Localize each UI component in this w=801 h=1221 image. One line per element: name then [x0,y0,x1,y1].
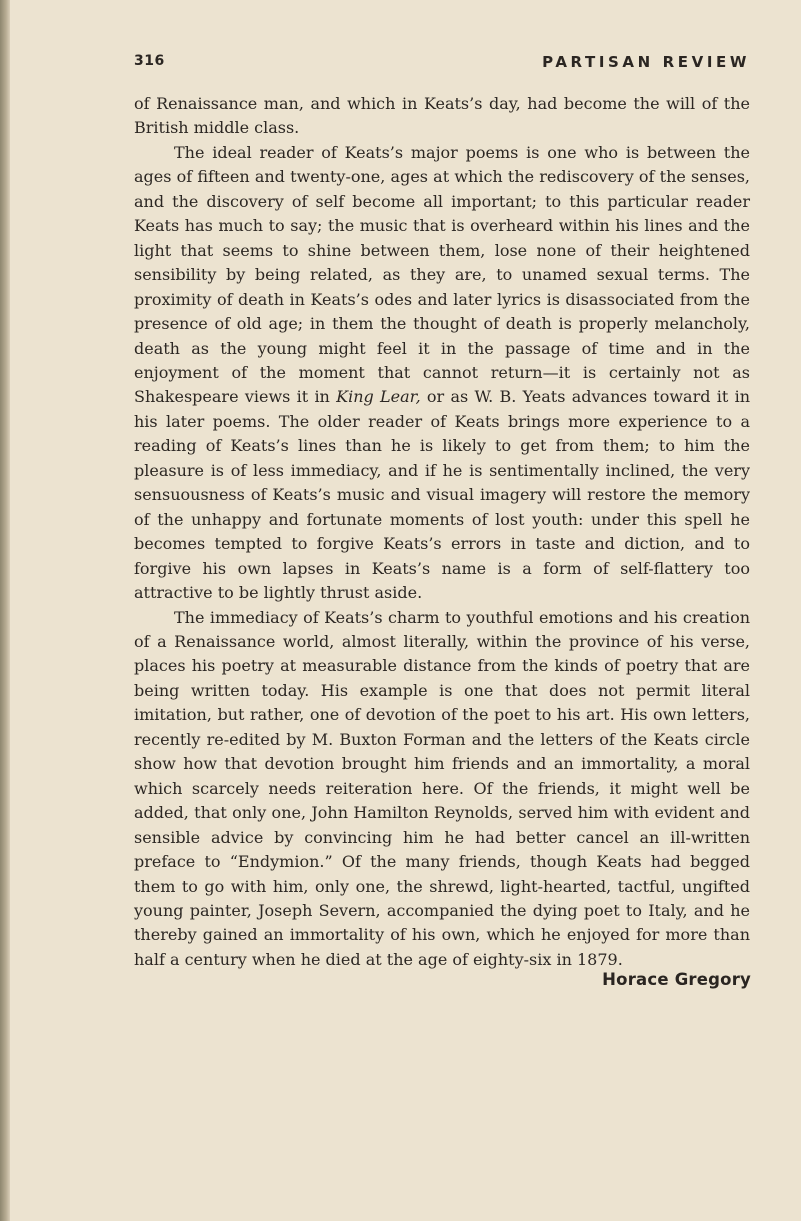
paragraph-2-continuation: or as W. B. Yeats advances toward it in his later poems. The older reader of Keats brings more experience to a reading of Keats’s lines than he is likely to get from them; to him the pleasure is of less immediacy, and if he is sentimentally inclined, the very sensuousness of Keats’s music and visual imagery will restore the memory of the unhappy and fortunate moments of lost youth: under this spell he becomes tempted to forgive Keats’s errors in taste and diction, and to forgive his own lapses in Keats’s name is a form of self-flattery too attractive to be lightly thrust aside. [134,387,750,603]
paragraph-2-text: The ideal reader of Keats’s major poems is one who is between the ages of fifteen and twenty-one, ages at which the rediscovery of the senses, and the discovery of self become all important; to this particular reader Keats has much to say; the music that is overheard within his lines and the light that seems to shine between them, lose none of their heightened sensibility by being related, as they are, to unamed sexual terms. The proximity of death in Keats’s odes and later lyrics is disassociated from the presence of old age; in them the thought of death is properly melancholy, death as the young might feel it in the passage of time and in the enjoyment of the moment that cannot return—it is certainly not as Shakespeare views it in [134,142,750,407]
paragraph-3: The immediacy of Keats’s charm to youthful emotions and his creation of a Renaissance world, almost literally, within the province of his verse, places his poetry at measurable distance from the kinds of poetry that are being written today. His example is one that does not permit literal imitation, but rather, one of devotion of the poet to his art. His own letters, recently re-edited by M. Buxton Forman and the letters of the Keats circle show how that devotion brought him friends and an immortality, a moral which scarcely needs reiteration here. Of the friends, it might well be added, that only one, John Hamilton Reynolds, served him with evident and sensible advice by convincing him he had better cancel an ill-written preface to “Endymion.” Of the many friends, though Keats had begged them to go with him, only one, the shrewd, light-hearted, tactful, ungifted young painter, Joseph Severn, accompanied the dying poet to Italy, and he thereby gained an immortality of his own, which he enjoyed for more than half a century when he died at the age of eighty-six in 1879. [134,607,750,969]
running-head: PARTISAN REVIEW [542,53,750,71]
article-body [134,92,750,972]
italic-title: King Lear, [336,387,421,407]
paragraph-2 [134,141,750,606]
page-header [134,53,750,73]
author-signature: Horace Gregory [602,970,751,989]
binding-edge [0,0,10,1221]
paragraph-1: of Renaissance man, and which in Keats’s day, had become the will of the British middle class. [134,94,750,138]
page-number: 316 [134,53,165,69]
